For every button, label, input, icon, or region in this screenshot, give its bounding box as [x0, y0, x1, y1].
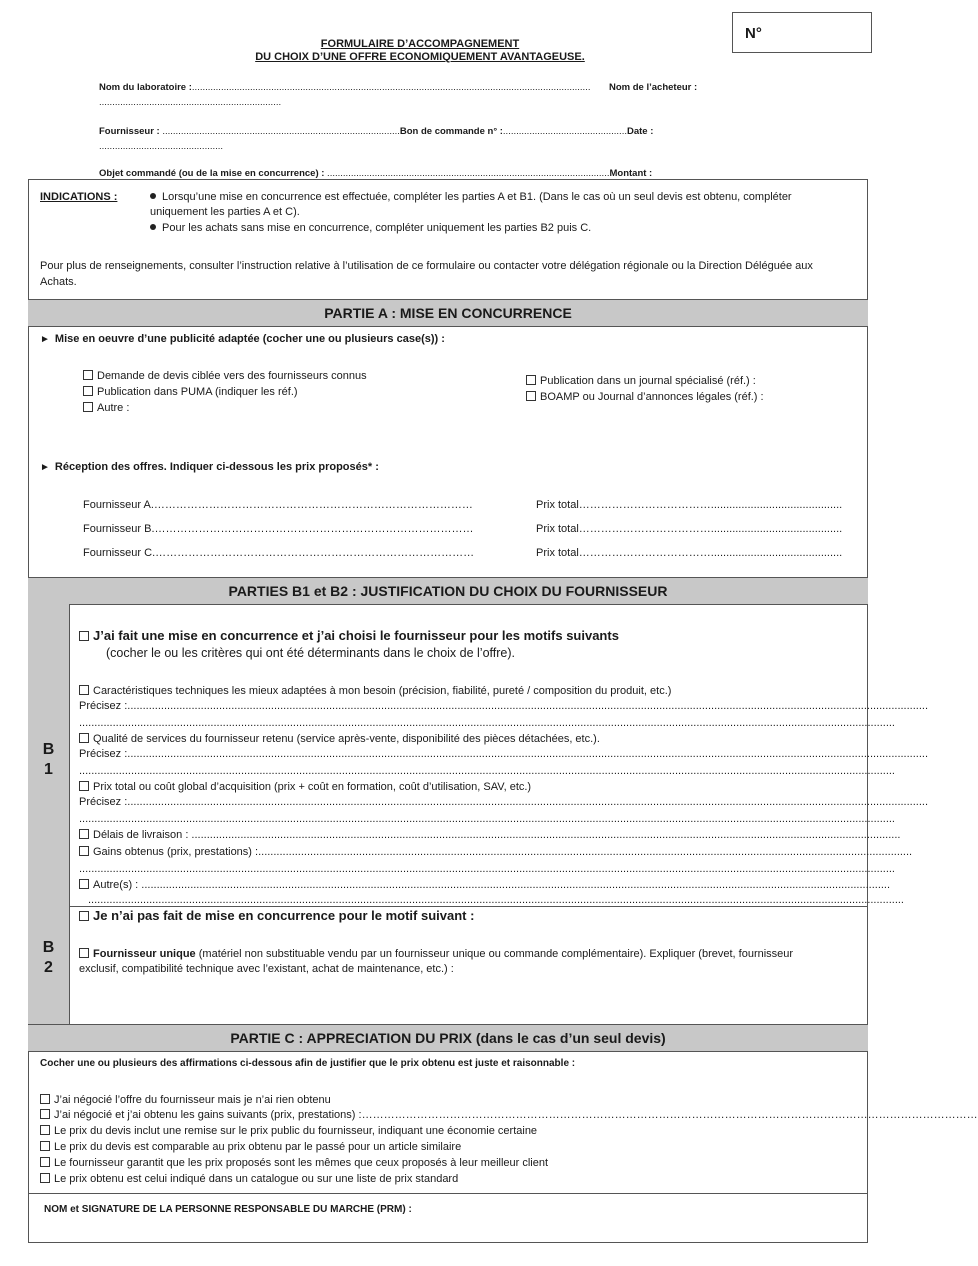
fournisseur-label: Fournisseur : — [99, 126, 160, 137]
bullet-icon — [150, 193, 156, 199]
precisez-1-field[interactable]: Précisez :...................................................................................................................................................................................................................................................................... — [79, 700, 929, 712]
arrow-right-icon: ► — [40, 462, 50, 473]
c-item-remise[interactable]: Le prix du devis inclut une remise sur le prix public du fournisseur, indiquant une économie certaine — [40, 1124, 537, 1138]
precisez-2-line2[interactable]: ........................................................................................................................................................................................................................................................................... — [79, 765, 895, 777]
crit-gains[interactable]: Gains obtenus (prix, prestations) :...................................................................................................................................................................................................................... — [79, 845, 851, 859]
signature-divider — [28, 1193, 868, 1194]
c-item-catalogue[interactable]: Le prix obtenu est celui indiqué dans un catalogue ou sur une liste de prix standard — [40, 1172, 458, 1186]
checkbox-icon — [83, 370, 93, 380]
checkbox-icon — [79, 846, 89, 856]
b2-explanation: exclusif, compatibilité technique avec l’existant, achat de maintenance, etc.) : — [79, 963, 454, 975]
checkbox-demande-devis[interactable]: Demande de devis ciblée vers des fournisseurs connus — [83, 369, 367, 383]
price-b-field[interactable]: Prix total………………………………........................................... — [536, 523, 843, 535]
indication-bullet-2: Pour les achats sans mise en concurrence, compléter uniquement les parties B2 puis C. — [150, 221, 591, 235]
partie-b-band — [28, 577, 868, 605]
b2-checkbox[interactable]: Je n’ai pas fait de mise en concurrence pour le motif suivant : — [79, 909, 474, 923]
price-c-field[interactable]: Prix total………………………………........................................... — [536, 547, 843, 559]
form-title-line2: DU CHOIX D’UNE OFFRE ECONOMIQUEMENT AVANTAGEUSE. — [255, 51, 585, 63]
montant-label: Montant : — [609, 168, 653, 179]
labo-label: Nom du laboratoire : — [99, 82, 192, 93]
fournisseur-field[interactable]: Fournisseur : ..........................................................................................Bon de commande n° :...............................................Date : — [99, 126, 654, 137]
checkbox-icon — [40, 1109, 50, 1119]
checkbox-icon — [40, 1157, 50, 1167]
arrow-right-icon: ► — [40, 334, 50, 345]
b1-subheading: (cocher le ou les critères qui ont été déterminants dans le choix de l’offre). — [106, 646, 516, 660]
crit-delais[interactable]: Délais de livraison : ........................................................................................................................................................................................................................................ — [79, 828, 851, 842]
precisez-3-field[interactable]: Précisez :...................................................................................................................................................................................................................................................................... — [79, 796, 929, 808]
checkbox-journal[interactable]: Publication dans un journal spécialisé (réf.) : — [526, 374, 756, 388]
c-item-negocie-gains[interactable]: J’ai négocié et j’ai obtenu les gains suivants (prix, prestations) :…………………………………………………………………………………………………………………………………………………… — [40, 1108, 856, 1122]
checkbox-icon — [526, 375, 536, 385]
labo-field[interactable]: Nom du laboratoire :....................................................................................................................................................... — [99, 82, 591, 93]
checkbox-icon — [83, 402, 93, 412]
precisez-3-line2[interactable]: ........................................................................................................................................................................................................................................................................... — [79, 813, 895, 825]
checkbox-icon — [83, 386, 93, 396]
objet-label: Objet commandé (ou de la mise en concurrence) : — [99, 168, 325, 179]
partie-c-band — [28, 1024, 868, 1052]
c-item-negocie-rien[interactable]: J’ai négocié l’offre du fournisseur mais je n’ai rien obtenu — [40, 1093, 331, 1107]
acheteur-field[interactable]: ..................................................................... — [99, 97, 282, 108]
checkbox-icon — [79, 685, 89, 695]
form-number-label: N° — [745, 25, 762, 42]
checkbox-icon — [79, 879, 89, 889]
partie-b-title: PARTIES B1 et B2 : JUSTIFICATION DU CHOIX DU FOURNISSEUR — [228, 583, 668, 599]
b1-checkbox[interactable]: J’ai fait une mise en concurrence et j’ai choisi le fournisseur pour les motifs suivants — [79, 629, 619, 643]
checkbox-icon — [79, 948, 89, 958]
form-number-box[interactable] — [732, 12, 872, 53]
supplier-b-field[interactable]: Fournisseur B.…………………………………………………………………………… — [83, 523, 474, 535]
b2-fournisseur-unique[interactable]: Fournisseur unique (matériel non substituable vendu par un fournisseur unique ou commande complémentaire). Expliquer (brevet, fournisseur — [79, 947, 793, 961]
publicite-heading: ► Mise en oeuvre d’une publicité adaptée (cocher une ou plusieurs case(s)) : — [40, 333, 445, 345]
partie-a-band — [28, 299, 868, 327]
indication-bullet-1: Lorsqu’une mise en concurrence est effectuée, compléter les parties A et B1. (Dans le cas où un seul devis est obtenu, compléter — [150, 190, 792, 204]
autres-line2[interactable]: ........................................................................................................................................................................................................................................................................... — [88, 894, 904, 906]
gains-line2[interactable]: ........................................................................................................................................................................................................................................................................... — [79, 863, 895, 875]
info-text-line1: Pour plus de renseignements, consulter l’instruction relative à l’utilisation de ce formulaire ou contacter votre délégation régionale ou la Direction Déléguée aux — [40, 260, 813, 272]
c-item-meilleur-client[interactable]: Le fournisseur garantit que les prix proposés sont les mêmes que ceux proposés à leur meilleur client — [40, 1156, 548, 1170]
checkbox-icon — [79, 733, 89, 743]
crit-autres[interactable]: Autre(s) : ..................................................................................................................................................................................................................................................... — [79, 878, 851, 892]
partie-a-title: PARTIE A : MISE EN CONCURRENCE — [324, 305, 572, 321]
indication-bullet-1-cont: uniquement les parties A et C). — [150, 206, 300, 218]
form-title-line1: FORMULAIRE D’ACCOMPAGNEMENT — [320, 38, 520, 50]
crit-prix[interactable]: Prix total ou coût global d’acquisition (prix + coût en formation, coût d’utilisation, SAV, etc.) — [79, 780, 531, 794]
precisez-2-field[interactable]: Précisez :...................................................................................................................................................................................................................................................................... — [79, 748, 929, 760]
c-item-comparable[interactable]: Le prix du devis est comparable au prix obtenu par le passé pour un article similaire — [40, 1140, 461, 1154]
crit-caracteristiques[interactable]: Caractéristiques techniques les mieux adaptées à mon besoin (précision, fiabilité, pureté / composition du produit, etc.) — [79, 684, 671, 698]
supplier-a-field[interactable]: Fournisseur A.…………………………………………………………………………… — [83, 499, 473, 511]
acheteur-label: Nom de l’acheteur : — [609, 82, 698, 93]
supplier-c-field[interactable]: Fournisseur C.…………………………………………………………………………… — [83, 547, 475, 559]
objet-field[interactable]: Objet commandé (ou de la mise en concurrence) : ...........................................................................................................Montant : — [99, 168, 653, 179]
checkbox-icon — [79, 631, 89, 641]
reception-heading: ► Réception des offres. Indiquer ci-dessous les prix proposés* : — [40, 461, 379, 473]
b1-side-label: B 1 — [28, 604, 70, 906]
checkbox-icon — [79, 911, 89, 921]
indications-label: INDICATIONS : — [40, 191, 118, 203]
checkbox-icon — [526, 391, 536, 401]
partie-c-intro: Cocher une ou plusieurs des affirmations ci-dessous afin de justifier que le prix obtenu est juste et raisonnable : — [40, 1058, 576, 1069]
checkbox-autre[interactable]: Autre : — [83, 401, 129, 415]
price-a-field[interactable]: Prix total………………………………........................................... — [536, 499, 843, 511]
checkbox-icon — [40, 1094, 50, 1104]
checkbox-icon — [40, 1125, 50, 1135]
bon-label: Bon de commande n° : — [399, 126, 503, 137]
date-label: Date : — [626, 126, 654, 137]
checkbox-puma[interactable]: Publication dans PUMA (indiquer les réf.) — [83, 385, 298, 399]
signature-label: NOM et SIGNATURE DE LA PERSONNE RESPONSABLE DU MARCHE (PRM) : — [44, 1204, 412, 1215]
signature-field[interactable] — [44, 1203, 412, 1217]
partie-c-title: PARTIE C : APPRECIATION DU PRIX (dans le cas d’un seul devis) — [230, 1030, 666, 1046]
checkbox-icon — [40, 1173, 50, 1183]
checkbox-icon — [79, 829, 89, 839]
bullet-icon — [150, 224, 156, 230]
date-field[interactable]: ............................................... — [99, 141, 224, 152]
crit-qualite[interactable]: Qualité de services du fournisseur retenu (service après-vente, disponibilité des pièces détachées, etc.). — [79, 732, 600, 746]
b2-side-label: B 2 — [28, 906, 70, 1024]
checkbox-icon — [79, 781, 89, 791]
precisez-1-line2[interactable]: ........................................................................................................................................................................................................................................................................... — [79, 717, 895, 729]
info-text-line2: Achats. — [40, 276, 77, 288]
checkbox-boamp[interactable]: BOAMP ou Journal d’annonces légales (réf.) : — [526, 390, 764, 404]
checkbox-icon — [40, 1141, 50, 1151]
